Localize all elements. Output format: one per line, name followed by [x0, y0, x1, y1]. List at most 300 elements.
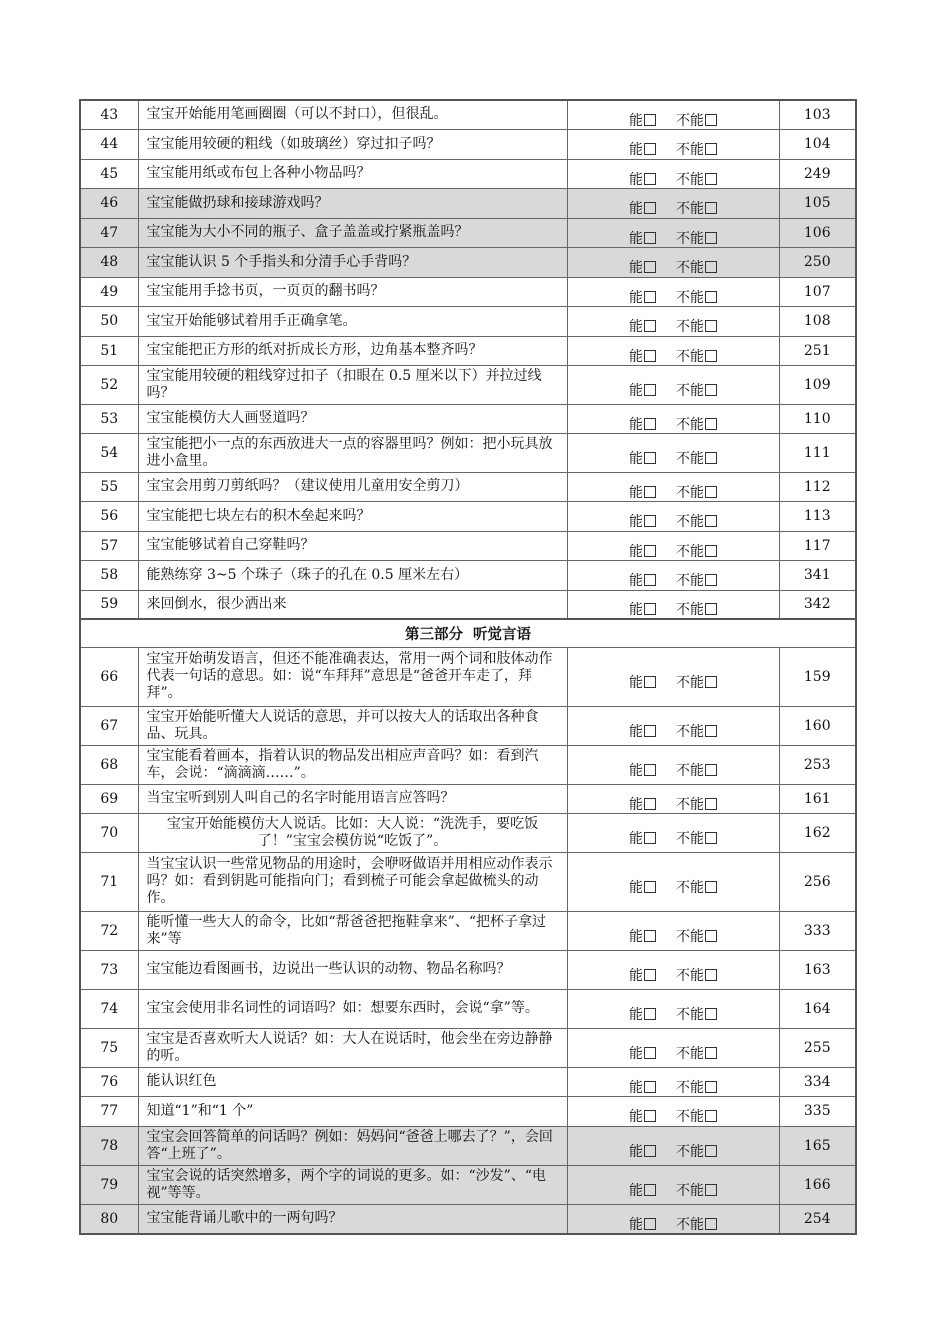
table-row	[80, 1165, 856, 1204]
item-number: 73	[80, 950, 138, 989]
option-no[interactable]	[676, 828, 717, 848]
option-no[interactable]	[676, 228, 717, 248]
option-no[interactable]	[676, 877, 717, 897]
option-yes[interactable]	[629, 287, 656, 307]
checkbox-no[interactable]	[705, 350, 717, 362]
item-number: 66	[80, 647, 138, 706]
option-no[interactable]	[676, 1214, 717, 1234]
item-code: 104	[779, 129, 856, 159]
answer-options	[567, 247, 779, 277]
item-code: 106	[779, 218, 856, 247]
checkbox-no[interactable]	[705, 114, 717, 126]
option-no-label: 不能	[676, 1216, 704, 1233]
option-yes-label: 能	[629, 382, 643, 399]
item-number: 67	[80, 706, 138, 745]
option-no[interactable]	[676, 721, 717, 741]
option-no-label: 不能	[676, 879, 704, 896]
answer-options	[567, 1126, 779, 1165]
option-no[interactable]	[676, 482, 717, 502]
answer-options	[567, 306, 779, 336]
checkbox-no[interactable]	[705, 603, 717, 615]
checkbox-yes[interactable]	[644, 291, 656, 303]
item-code: 113	[779, 501, 856, 531]
question-text: 来回倒水，很少洒出来	[138, 590, 567, 619]
item-number: 46	[80, 188, 138, 218]
option-yes[interactable]	[629, 1077, 656, 1097]
item-number: 52	[80, 365, 138, 404]
item-code: 109	[779, 365, 856, 404]
table-row	[80, 188, 856, 218]
checkbox-yes[interactable]	[644, 418, 656, 430]
option-no[interactable]	[676, 965, 717, 985]
checkbox-yes[interactable]	[644, 1184, 656, 1196]
question-text: 宝宝能模仿大人画竖道吗？	[138, 404, 567, 433]
option-yes-label: 能	[629, 1109, 643, 1125]
question-text: 能熟练穿 3~5 个珠子（珠子的孔在 0.5 厘米左右）	[138, 560, 567, 590]
checkbox-no[interactable]	[705, 143, 717, 155]
option-yes-label: 能	[629, 1006, 643, 1023]
table-row	[80, 336, 856, 365]
option-no[interactable]	[676, 926, 717, 946]
answer-options	[567, 433, 779, 472]
checkbox-yes[interactable]	[644, 320, 656, 332]
option-yes-label: 能	[629, 201, 643, 217]
checkbox-no[interactable]	[705, 676, 717, 688]
option-yes[interactable]	[629, 1141, 656, 1161]
option-no-label: 不能	[676, 171, 704, 188]
item-code: 255	[779, 1028, 856, 1067]
item-code: 105	[779, 188, 856, 218]
checkbox-yes[interactable]	[644, 384, 656, 396]
option-yes[interactable]	[629, 380, 656, 400]
table-row	[80, 590, 856, 619]
table-row	[80, 218, 856, 247]
item-code: 160	[779, 706, 856, 745]
option-no-label: 不能	[676, 762, 704, 779]
checkbox-no[interactable]	[705, 1008, 717, 1020]
option-yes-label: 能	[629, 723, 643, 740]
checkbox-yes[interactable]	[644, 545, 656, 557]
option-no[interactable]	[676, 110, 717, 130]
checkbox-yes[interactable]	[644, 930, 656, 942]
question-text: 宝宝能做扔球和接球游戏吗？	[138, 188, 567, 218]
option-no-label: 不能	[676, 602, 704, 619]
table-row	[80, 100, 856, 129]
option-no[interactable]	[676, 1106, 717, 1126]
checkbox-no[interactable]	[705, 1047, 717, 1059]
question-text: 宝宝会用剪刀剪纸吗？（建议使用儿童用安全剪刀）	[138, 472, 567, 501]
item-code: 253	[779, 745, 856, 784]
checkbox-yes[interactable]	[644, 114, 656, 126]
item-code: 110	[779, 404, 856, 433]
option-no[interactable]	[676, 1043, 717, 1063]
option-yes[interactable]	[629, 672, 656, 692]
checkbox-yes[interactable]	[644, 173, 656, 185]
option-no-label: 不能	[676, 928, 704, 945]
checkbox-yes[interactable]	[644, 1081, 656, 1093]
checkbox-yes[interactable]	[644, 603, 656, 615]
option-no-label: 不能	[676, 230, 704, 247]
question-text: 宝宝开始萌发语言，但还不能准确表达，常用一两个词和肢体动作代表一句话的意思。如：说“车拜拜”意思是“爸爸开车走了，拜拜”。	[138, 647, 567, 706]
question-text: 宝宝能用较硬的粗线穿过扣子（扣眼在 0.5 厘米以下）并拉过线吗？	[138, 365, 567, 404]
option-yes-label: 能	[629, 230, 643, 247]
item-number: 57	[80, 531, 138, 560]
question-text: 宝宝开始能用笔画圈圈（可以不封口），但很乱。	[138, 100, 567, 129]
checkbox-no[interactable]	[705, 1110, 717, 1122]
option-yes[interactable]	[629, 541, 656, 561]
item-code: 111	[779, 433, 856, 472]
option-yes-label: 能	[629, 543, 643, 560]
table-row	[80, 1067, 856, 1096]
option-yes-label: 能	[629, 796, 643, 813]
checkbox-no[interactable]	[705, 832, 717, 844]
checkbox-no[interactable]	[705, 881, 717, 893]
option-yes-label: 能	[629, 967, 643, 984]
option-yes[interactable]	[629, 965, 656, 985]
option-no[interactable]	[676, 541, 717, 561]
checkbox-no[interactable]	[705, 452, 717, 464]
checkbox-no[interactable]	[705, 320, 717, 332]
item-code: 107	[779, 277, 856, 306]
checkbox-no[interactable]	[705, 418, 717, 430]
answer-options	[567, 277, 779, 306]
item-code: 165	[779, 1126, 856, 1165]
option-yes[interactable]	[629, 1106, 656, 1126]
option-yes[interactable]	[629, 448, 656, 468]
option-yes-label: 能	[629, 674, 643, 691]
checkbox-yes[interactable]	[644, 1110, 656, 1122]
option-no-label: 不能	[676, 348, 704, 365]
option-yes[interactable]	[629, 257, 656, 277]
question-text: 当宝宝听到别人叫自己的名字时能用语言应答吗？	[138, 784, 567, 813]
option-no-label: 不能	[676, 573, 704, 589]
option-yes[interactable]	[629, 794, 656, 814]
question-text: 宝宝能为大小不同的瓶子、盒子盖盖或拧紧瓶盖吗？	[138, 218, 567, 247]
table-row	[80, 1028, 856, 1067]
item-number: 70	[80, 813, 138, 852]
item-number: 47	[80, 218, 138, 247]
checkbox-no[interactable]	[705, 1218, 717, 1230]
checkbox-no[interactable]	[705, 261, 717, 273]
item-number: 77	[80, 1096, 138, 1126]
item-number: 43	[80, 100, 138, 129]
checkbox-no[interactable]	[705, 1081, 717, 1093]
checkbox-no[interactable]	[705, 545, 717, 557]
option-no[interactable]	[676, 794, 717, 814]
question-text: 知道“1”和“1 个”	[138, 1096, 567, 1126]
checkbox-yes[interactable]	[644, 832, 656, 844]
checkbox-yes[interactable]	[644, 452, 656, 464]
option-no[interactable]	[676, 198, 717, 218]
answer-options	[567, 188, 779, 218]
checkbox-yes[interactable]	[644, 1145, 656, 1157]
table-row	[80, 433, 856, 472]
answer-options	[567, 784, 779, 813]
table-row	[80, 560, 856, 590]
option-no[interactable]	[676, 1077, 717, 1097]
option-no-label: 不能	[676, 1079, 704, 1096]
item-number: 58	[80, 560, 138, 590]
answer-options	[567, 159, 779, 188]
option-yes-label: 能	[629, 762, 643, 779]
checkbox-yes[interactable]	[644, 486, 656, 498]
item-code: 117	[779, 531, 856, 560]
option-yes-label: 能	[629, 602, 643, 619]
option-yes[interactable]	[629, 1180, 656, 1200]
item-number: 49	[80, 277, 138, 306]
checkbox-no[interactable]	[705, 1145, 717, 1157]
option-yes[interactable]	[629, 828, 656, 848]
checkbox-yes[interactable]	[644, 202, 656, 214]
checkbox-no[interactable]	[705, 291, 717, 303]
answer-options	[567, 129, 779, 159]
option-yes[interactable]	[629, 1004, 656, 1024]
option-yes-label: 能	[629, 573, 643, 589]
option-no-label: 不能	[676, 1045, 704, 1062]
answer-options	[567, 647, 779, 706]
checkbox-no[interactable]	[705, 725, 717, 737]
checkbox-yes[interactable]	[644, 881, 656, 893]
table-row	[80, 813, 856, 852]
checkbox-no[interactable]	[705, 764, 717, 776]
item-number: 54	[80, 433, 138, 472]
option-yes[interactable]	[629, 414, 656, 434]
option-yes-label: 能	[629, 1045, 643, 1062]
option-no[interactable]	[676, 316, 717, 336]
answer-options	[567, 1204, 779, 1234]
item-number: 75	[80, 1028, 138, 1067]
question-text: 宝宝能用纸或布包上各种小物品吗？	[138, 159, 567, 188]
option-no[interactable]	[676, 380, 717, 400]
item-number: 50	[80, 306, 138, 336]
checkbox-yes[interactable]	[644, 1218, 656, 1230]
option-yes[interactable]	[629, 482, 656, 502]
question-text: 宝宝能看着画本，指着认识的物品发出相应声音吗？如：看到汽车，会说：“滴滴滴……”。	[138, 745, 567, 784]
item-number: 44	[80, 129, 138, 159]
item-code: 251	[779, 336, 856, 365]
item-number: 78	[80, 1126, 138, 1165]
option-yes-label: 能	[629, 484, 643, 501]
option-yes[interactable]	[629, 1214, 656, 1234]
item-code: 250	[779, 247, 856, 277]
option-no[interactable]	[676, 1004, 717, 1024]
item-code: 166	[779, 1165, 856, 1204]
item-code: 112	[779, 472, 856, 501]
item-number: 74	[80, 989, 138, 1028]
table-row	[80, 472, 856, 501]
checkbox-no[interactable]	[705, 173, 717, 185]
option-yes[interactable]	[629, 926, 656, 946]
option-no-label: 不能	[676, 319, 704, 335]
item-number: 79	[80, 1165, 138, 1204]
question-text: 宝宝能认识 5 个手指头和分清手心手背吗？	[138, 247, 567, 277]
checkbox-yes[interactable]	[644, 232, 656, 244]
checkbox-no[interactable]	[705, 1184, 717, 1196]
item-number: 71	[80, 852, 138, 911]
option-no[interactable]	[676, 346, 717, 366]
checkbox-yes[interactable]	[644, 515, 656, 527]
answer-options	[567, 1096, 779, 1126]
table-row	[80, 989, 856, 1028]
answer-options	[567, 1165, 779, 1204]
checkbox-yes[interactable]	[644, 350, 656, 362]
question-text: 宝宝能边看图画书，边说出一些认识的动物、物品名称吗？	[138, 950, 567, 989]
question-text: 宝宝会使用非名词性的词语吗？如：想要东西时，会说“拿”等。	[138, 989, 567, 1028]
option-yes[interactable]	[629, 511, 656, 531]
option-yes[interactable]	[629, 228, 656, 248]
question-text: 宝宝开始能听懂大人说话的意思，并可以按大人的话取出各种食品、玩具。	[138, 706, 567, 745]
option-no-label: 不能	[676, 1143, 704, 1160]
answer-options	[567, 950, 779, 989]
item-number: 72	[80, 911, 138, 950]
answer-options	[567, 911, 779, 950]
answer-options	[567, 472, 779, 501]
table-row	[80, 706, 856, 745]
option-no-label: 不能	[676, 260, 704, 276]
assessment-table	[79, 99, 857, 1235]
item-number: 69	[80, 784, 138, 813]
checkbox-no[interactable]	[705, 574, 717, 586]
option-no[interactable]	[676, 414, 717, 434]
option-no[interactable]	[676, 1141, 717, 1161]
table-row	[80, 247, 856, 277]
checkbox-yes[interactable]	[644, 764, 656, 776]
option-yes[interactable]	[629, 599, 656, 619]
answer-options	[567, 590, 779, 619]
checkbox-yes[interactable]	[644, 798, 656, 810]
option-no[interactable]	[676, 287, 717, 307]
question-text: 宝宝能把小一点的东西放进大一点的容器里吗？例如：把小玩具放进小盒里。	[138, 433, 567, 472]
option-no-label: 不能	[676, 289, 704, 306]
option-yes[interactable]	[629, 169, 656, 189]
checkbox-no[interactable]	[705, 202, 717, 214]
item-code: 103	[779, 100, 856, 129]
answer-options	[567, 813, 779, 852]
checkbox-no[interactable]	[705, 798, 717, 810]
option-yes[interactable]	[629, 346, 656, 366]
option-yes-label: 能	[629, 1079, 643, 1096]
checkbox-no[interactable]	[705, 930, 717, 942]
option-yes-label: 能	[629, 1216, 643, 1233]
checkbox-yes[interactable]	[644, 143, 656, 155]
option-yes[interactable]	[629, 139, 656, 159]
option-yes[interactable]	[629, 316, 656, 336]
question-text: 宝宝是否喜欢听大人说话？如：大人在说话时，他会坐在旁边静静的听。	[138, 1028, 567, 1067]
option-yes[interactable]	[629, 877, 656, 897]
option-no[interactable]	[676, 169, 717, 189]
answer-options	[567, 1067, 779, 1096]
answer-options	[567, 745, 779, 784]
checkbox-no[interactable]	[705, 232, 717, 244]
option-yes[interactable]	[629, 1043, 656, 1063]
answer-options	[567, 501, 779, 531]
item-code: 108	[779, 306, 856, 336]
item-number: 56	[80, 501, 138, 531]
question-text: 宝宝能背诵儿歌中的一两句吗？	[138, 1204, 567, 1234]
answer-options	[567, 852, 779, 911]
answer-options	[567, 100, 779, 129]
item-code: 163	[779, 950, 856, 989]
option-no[interactable]	[676, 672, 717, 692]
option-no-label: 不能	[676, 674, 704, 691]
table-row	[80, 501, 856, 531]
question-text: 能听懂一些大人的命令，比如“帮爸爸把拖鞋拿来”、“把杯子拿过来”等	[138, 911, 567, 950]
question-text: 当宝宝认识一些常见物品的用途时，会咿呀做语并用相应动作表示吗？如：看到钥匙可能指向门；看到梳子可能会拿起做梳头的动作。	[138, 852, 567, 911]
table-row	[80, 745, 856, 784]
option-no-label: 不能	[676, 112, 704, 129]
answer-options	[567, 706, 779, 745]
option-no-label: 不能	[676, 543, 704, 560]
question-text: 宝宝能够试着自己穿鞋吗？	[138, 531, 567, 560]
option-yes-label: 能	[629, 142, 643, 158]
option-no[interactable]	[676, 448, 717, 468]
option-no[interactable]	[676, 570, 717, 590]
option-no[interactable]	[676, 139, 717, 159]
option-yes[interactable]	[629, 760, 656, 780]
option-no-label: 不能	[676, 967, 704, 984]
item-code: 342	[779, 590, 856, 619]
item-code: 159	[779, 647, 856, 706]
table-row	[80, 852, 856, 911]
option-no-label: 不能	[676, 201, 704, 217]
checkbox-yes[interactable]	[644, 676, 656, 688]
option-no[interactable]	[676, 257, 717, 277]
option-yes-label: 能	[629, 514, 643, 530]
checkbox-no[interactable]	[705, 969, 717, 981]
table-row	[80, 159, 856, 188]
option-yes[interactable]	[629, 198, 656, 218]
answer-options	[567, 365, 779, 404]
option-yes-label: 能	[629, 1182, 643, 1199]
table-row	[80, 531, 856, 560]
option-yes[interactable]	[629, 570, 656, 590]
item-number: 51	[80, 336, 138, 365]
item-code: 254	[779, 1204, 856, 1234]
item-number: 68	[80, 745, 138, 784]
table-row	[80, 647, 856, 706]
option-no-label: 不能	[676, 1109, 704, 1125]
table-row	[80, 277, 856, 306]
checkbox-yes[interactable]	[644, 574, 656, 586]
checkbox-no[interactable]	[705, 515, 717, 527]
checkbox-yes[interactable]	[644, 261, 656, 273]
option-no-label: 不能	[676, 142, 704, 158]
checkbox-no[interactable]	[705, 486, 717, 498]
checkbox-yes[interactable]	[644, 969, 656, 981]
option-yes-label: 能	[629, 879, 643, 896]
option-no[interactable]	[676, 760, 717, 780]
option-no-label: 不能	[676, 382, 704, 399]
option-yes[interactable]	[629, 110, 656, 130]
option-yes[interactable]	[629, 721, 656, 741]
option-yes-label: 能	[629, 112, 643, 129]
option-no[interactable]	[676, 599, 717, 619]
option-yes-label: 能	[629, 928, 643, 945]
option-no-label: 不能	[676, 450, 704, 467]
option-no[interactable]	[676, 1180, 717, 1200]
checkbox-yes[interactable]	[644, 725, 656, 737]
option-no[interactable]	[676, 511, 717, 531]
question-text: 宝宝开始能够试着用手正确拿笔。	[138, 306, 567, 336]
checkbox-yes[interactable]	[644, 1008, 656, 1020]
question-text: 宝宝能用手捻书页，一页页的翻书吗？	[138, 277, 567, 306]
checkbox-yes[interactable]	[644, 1047, 656, 1059]
table-row	[80, 365, 856, 404]
answer-options	[567, 560, 779, 590]
item-code: 333	[779, 911, 856, 950]
checkbox-no[interactable]	[705, 384, 717, 396]
item-number: 55	[80, 472, 138, 501]
